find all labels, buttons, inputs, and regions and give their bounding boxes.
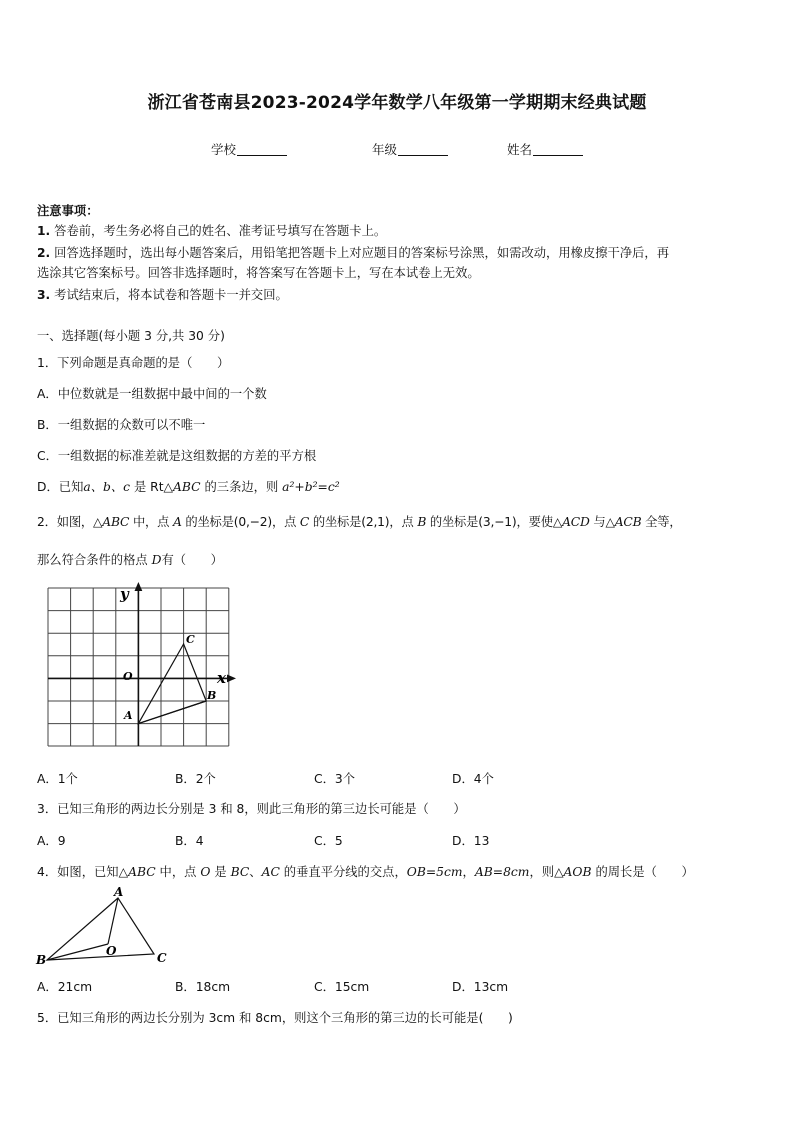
q4-option-a[interactable]: A．21cm [37,980,93,994]
q2-option-b[interactable]: B．2个 [175,772,216,786]
q4-triangle-figure [34,886,174,968]
point-a-label: A [124,709,133,722]
q2-option-a[interactable]: A．1个 [37,772,78,786]
notice-heading: 注意事项： [37,204,99,218]
name-field [507,140,583,158]
origin-label: O [123,670,133,683]
q2-stem: 2．如图，△ABC 中，点 A 的坐标是(0,−2)，点 C 的坐标是(2,1)，点 B 的坐标是(3,−1)，要使△ACD 与△ACB 全等， [37,515,682,529]
x-axis-arrow [227,675,236,683]
point-c-label: C [186,633,195,646]
q1-option-d: D．已知a、b、c 是 Rt△ABC 的三条边，则 a²+b²=c² [37,480,340,494]
school-field [211,140,287,158]
point-b-label: B [207,689,217,702]
q3-option-b[interactable]: B．4 [175,834,204,848]
school-blank[interactable] [237,143,287,156]
q4-option-b[interactable]: B．18cm [175,980,231,994]
notice-item-2-cont: 选涂其它答案标号。回答非选择题时，将答案写在答题卡上，写在本试卷上无效。 [37,266,480,280]
q1-option-b: B．一组数据的众数可以不唯一 [37,418,206,432]
q2-grid-figure [44,580,240,752]
q4-options [37,977,759,997]
q3-option-a[interactable]: A．9 [37,834,66,848]
vertex-c-label: C [157,951,167,965]
q2-option-c[interactable]: C．3个 [314,772,356,786]
q3-stem: 3．已知三角形的两边长分别是 3 和 8，则此三角形的第三边长可能是（ ） [37,802,466,816]
q2-options [37,769,759,789]
q1-stem: 1．下列命题是真命题的是（ ） [37,356,230,370]
notice-item-3: 3. 考试结束后，将本试卷和答题卡一并交回。 [37,288,288,302]
grade-blank[interactable] [398,143,448,156]
exam-title: 浙江省苍南县2023-2024学年数学八年级第一学期期末经典试题 [147,93,647,113]
q3-option-d[interactable]: D．13 [452,834,490,848]
q1-option-a: A．中位数就是一组数据中最中间的一个数 [37,387,267,401]
name-blank[interactable] [533,143,583,156]
y-axis-arrow [135,582,143,591]
q3-options [37,831,759,851]
point-o-label: O [106,944,117,958]
notice-item-1: 1. 答卷前，考生务必将自己的姓名、准考证号填写在答题卡上。 [37,224,387,238]
q2-option-d[interactable]: D．4个 [452,772,494,786]
notice-item-2: 2. 回答选择题时，选出每小题答案后，用铅笔把答题卡上对应题目的答案标号涂黑，如需改动，用橡皮擦干净后，再 [37,246,670,260]
name-label: 姓名 [507,142,533,157]
y-axis-label: y [120,585,129,603]
section-heading: 一、选择题(每小题 3 分,共 30 分) [37,329,225,343]
q1-option-c: C．一组数据的标准差就是这组数据的方差的平方根 [37,449,317,463]
q4-stem: 4．如图，已知△ABC 中，点 O 是 BC、AC 的垂直平分线的交点，OB=5cm，AB=8cm，则△AOB 的周长是（ ） [37,865,694,879]
grade-label: 年级 [372,142,398,157]
triangle-abc [47,898,154,960]
vertex-a-label: A [114,886,124,899]
q2-stem-line2: 那么符合条件的格点 D有（ ） [37,553,223,567]
q4-option-d[interactable]: D．13cm [452,980,509,994]
q3-option-c[interactable]: C．5 [314,834,343,848]
q4-option-c[interactable]: C．15cm [314,980,370,994]
school-label: 学校 [211,142,237,157]
x-axis-label: x [217,669,226,687]
vertex-b-label: B [36,953,47,967]
grade-field [372,140,448,158]
q5-stem: 5．已知三角形的两边长分别为 3cm 和 8cm，则这个三角形的第三边的长可能是( ) [37,1011,513,1025]
segment-ab [138,701,206,724]
